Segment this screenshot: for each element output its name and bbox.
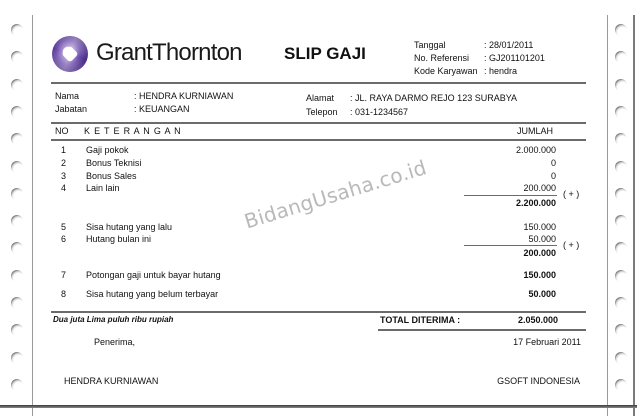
header-divider	[51, 82, 586, 84]
address-label: Alamat	[306, 93, 335, 103]
feed-hole-icon	[615, 297, 627, 309]
row-amount: 0	[550, 171, 556, 181]
row-no: 5	[61, 222, 67, 232]
amount-in-words: Dua juta Lima puluh ribu rupiah	[53, 315, 174, 324]
row-no: 6	[61, 234, 67, 244]
receiver-name: HENDRA KURNIAWAN	[64, 376, 159, 386]
column-header-amount: JUMLAH	[517, 126, 554, 136]
feed-hole-icon	[11, 79, 23, 91]
feed-hole-icon	[11, 188, 23, 200]
feed-hole-icon	[615, 188, 627, 200]
row-description: Sisa hutang yang lalu	[86, 222, 173, 232]
meta-value-date: : 28/01/2011	[484, 40, 534, 50]
income-subtotal: 2.200.000	[515, 198, 556, 208]
feed-hole-icon	[615, 352, 627, 364]
column-header-description: K E T E R A N G A N	[84, 126, 182, 136]
total-underline	[378, 329, 586, 331]
meta-label-employee-code: Kode Karyawan	[414, 66, 478, 76]
watermark-text: BidangUsaha.co.id	[241, 155, 430, 234]
row-amount: 2.000.000	[515, 145, 556, 155]
table-header-divider	[51, 139, 586, 141]
debt-subtotal-line	[464, 245, 557, 246]
table-bottom-divider	[51, 311, 586, 313]
row-description: Sisa hutang yang belum terbayar	[86, 289, 219, 299]
paper-bottom-edge	[0, 405, 637, 408]
feed-hole-icon	[615, 106, 627, 118]
feed-hole-icon	[11, 106, 23, 118]
row-amount: 150.000	[523, 222, 556, 232]
total-value: 2.050.000	[517, 315, 558, 325]
left-perforation-line	[32, 15, 33, 416]
row-description: Gaji pokok	[86, 145, 129, 155]
row-amount: 150.000	[523, 270, 556, 280]
grant-thornton-logo-icon	[52, 36, 88, 72]
document-title: SLIP GAJI	[284, 44, 366, 63]
income-subtotal-line	[464, 195, 557, 196]
feed-hole-icon	[615, 270, 627, 282]
row-description: Bonus Teknisi	[86, 158, 142, 168]
name-label: Nama	[55, 91, 80, 101]
row-no: 7	[61, 270, 67, 280]
meta-label-reference: No. Referensi	[414, 53, 470, 63]
feed-hole-icon	[615, 161, 627, 173]
issuer-name: GSOFT INDONESIA	[497, 376, 580, 386]
address-value: : JL. RAYA DARMO REJO 123 SURABYA	[350, 93, 518, 103]
row-no: 1	[61, 145, 67, 155]
feed-hole-icon	[615, 24, 627, 36]
feed-hole-icon	[615, 215, 627, 227]
right-edge-line	[633, 15, 635, 416]
feed-hole-icon	[11, 379, 23, 391]
meta-value-employee-code: : hendra	[484, 66, 518, 76]
column-header-no: NO	[55, 126, 69, 136]
total-label: TOTAL DITERIMA :	[380, 315, 461, 325]
debt-subtotal: 200.000	[523, 248, 556, 258]
row-description: Lain lain	[86, 183, 120, 193]
row-amount: 50.000	[528, 234, 556, 244]
feed-hole-icon	[11, 24, 23, 36]
feed-hole-icon	[615, 79, 627, 91]
company-name: GrantThornton	[96, 39, 242, 66]
feed-hole-icon	[11, 161, 23, 173]
feed-hole-icon	[11, 215, 23, 227]
table-top-divider	[51, 122, 586, 124]
phone-value: : 031-1234567	[350, 107, 409, 117]
meta-label-date: Tanggal	[414, 40, 446, 50]
row-no: 4	[61, 183, 67, 193]
row-amount: 200.000	[523, 183, 556, 193]
row-no: 2	[61, 158, 67, 168]
row-description: Potongan gaji untuk bayar hutang	[86, 270, 221, 280]
row-amount: 50.000	[528, 289, 556, 299]
feed-hole-icon	[11, 270, 23, 282]
row-no: 3	[61, 171, 67, 181]
receiver-label: Penerima,	[94, 337, 136, 347]
name-value: : HENDRA KURNIAWAN	[134, 91, 234, 101]
row-description: Bonus Sales	[86, 171, 137, 181]
feed-hole-icon	[615, 379, 627, 391]
position-label: Jabatan	[55, 104, 88, 114]
row-amount: 0	[550, 158, 556, 168]
feed-hole-icon	[11, 352, 23, 364]
row-description: Hutang bulan ini	[86, 234, 152, 244]
feed-hole-icon	[11, 297, 23, 309]
position-value: : KEUANGAN	[134, 104, 190, 114]
right-perforation-line	[607, 15, 608, 416]
plus-marker: ( + )	[563, 240, 580, 250]
signature-date: 17 Februari 2011	[513, 337, 581, 347]
phone-label: Telepon	[306, 107, 338, 117]
row-no: 8	[61, 289, 67, 299]
plus-marker: ( + )	[563, 189, 580, 199]
meta-value-reference: : GJ201101201	[484, 53, 545, 63]
